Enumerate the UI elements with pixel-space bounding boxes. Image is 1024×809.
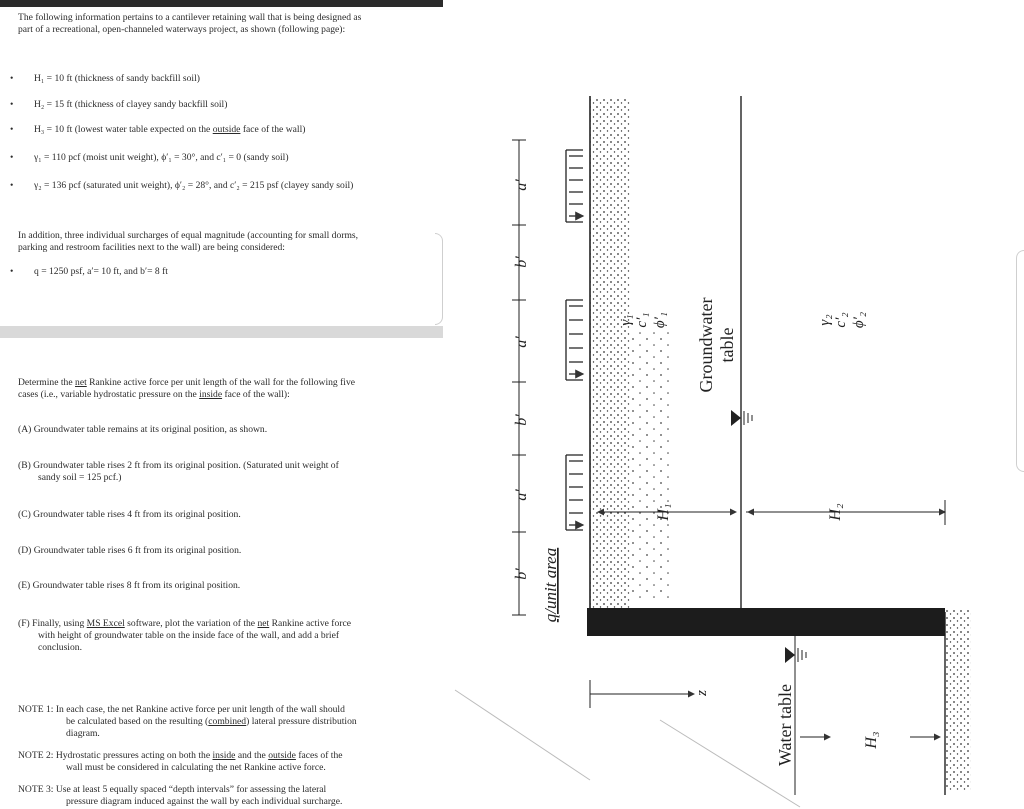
dim-a-prime-top: a′	[513, 179, 530, 191]
gamma-1-label: γ₁	[618, 314, 634, 326]
fold-line	[455, 690, 590, 780]
groundwater-label-1: Groundwater	[696, 297, 716, 393]
water-table-label: Water table	[775, 683, 795, 767]
dim-a-prime-3: a′	[513, 489, 530, 501]
param-h2: • H₂ = 15 ft (thickness of clayey sandy backfill soil)	[10, 99, 228, 110]
case-f-line-1: (F) Finally, using MS Excel software, plot the variation of the net Rankine active force	[18, 618, 351, 629]
figure-svg	[440, 0, 1024, 809]
surcharge-line-1: In addition, three individual surcharges of equal magnitude (accounting for small dorms,	[18, 230, 359, 241]
case-f-line-3: conclusion.	[38, 642, 82, 653]
c1-label: c′₁	[634, 312, 650, 328]
intro-line-2: part of a recreational, open-channeled waterways project, as shown (following page):	[18, 24, 346, 35]
c2-label: c′₂	[833, 312, 849, 328]
note-1-line-1: NOTE 1: In each case, the net Rankine active force per unit length of the wall should	[18, 704, 345, 715]
task-line-2: cases (i.e., variable hydrostatic pressure on the inside face of the wall):	[18, 389, 290, 400]
h3-label: H₃	[863, 731, 880, 749]
phi-1-label: ϕ′₁	[652, 311, 668, 329]
dim-b-prime-2: b′	[513, 256, 530, 268]
sandy-soil-dense	[590, 98, 630, 608]
problem-statement	[0, 0, 443, 809]
note-3-line-1: NOTE 3: Use at least 5 equally spaced “depth intervals” for assessing the lateral	[18, 784, 327, 795]
param-h3: • H₃ = 10 ft (lowest water table expected on the outside face of the wall)	[10, 124, 306, 135]
dim-b-prime-1: b′	[513, 568, 530, 580]
case-b-line-1: (B) Groundwater table rises 2 ft from its original position. (Saturated unit weight of	[18, 460, 339, 471]
z-label: z	[694, 690, 710, 696]
param-h1: • H₁ = 10 ft (thickness of sandy backfill soil)	[10, 73, 200, 84]
surcharge-line-2: parking and restroom facilities next to the wall) are being considered:	[18, 242, 285, 253]
param-soil-1: • γ₁ = 110 pcf (moist unit weight), ϕ′₁ = 30°, and c′₁ = 0 (sandy soil)	[10, 152, 289, 163]
case-f-line-2: with height of groundwater table on the inside face of the wall, and add a brief	[38, 630, 340, 641]
dim-b-prime-3: b′	[513, 414, 530, 426]
q-unit-area-label: q/unit area	[541, 547, 560, 623]
note-3-line-2: pressure diagram induced against the wall by each individual surcharge.	[66, 796, 343, 807]
case-e: (E) Groundwater table rises 8 ft from its original position.	[18, 580, 241, 591]
dim-a-prime-2: a′	[513, 336, 530, 348]
h2-label: H₂	[827, 503, 844, 521]
surcharge-values: • q = 1250 psf, a′= 10 ft, and b′= 8 ft	[10, 266, 168, 277]
front-soil	[945, 610, 971, 790]
surcharge-3	[566, 455, 583, 530]
note-2-line-2: wall must be considered in calculating the net Rankine active force.	[66, 762, 326, 773]
sandy-soil-sparse	[630, 330, 670, 600]
note-1-line-2: be calculated based on the resulting (combined) lateral pressure distribution	[66, 716, 357, 727]
case-c: (C) Groundwater table rises 4 ft from its original position.	[18, 509, 241, 520]
groundwater-label-2: table	[717, 327, 737, 363]
surcharge-1	[566, 150, 583, 222]
note-2-line-1: NOTE 2: Hydrostatic pressures acting on both the inside and the outside faces of the	[18, 750, 343, 761]
param-soil-2: • γ₂ = 136 pcf (saturated unit weight), ϕ′₂ = 28°, and c′₂ = 215 psf (clayey sandy soil)	[10, 180, 354, 191]
case-b-line-2: sandy soil = 125 pcf.)	[38, 472, 122, 483]
surcharge-2	[566, 300, 583, 380]
task-line-1: Determine the net Rankine active force per unit length of the wall for the following five	[18, 377, 356, 388]
phi-2-label: ϕ′₂	[851, 311, 867, 329]
note-1-line-3: diagram.	[66, 728, 100, 739]
h1-label: H₁	[655, 503, 672, 521]
retaining-wall-stem	[587, 608, 945, 636]
retaining-wall-figure	[440, 0, 1024, 809]
case-d: (D) Groundwater table rises 6 ft from its original position.	[18, 545, 242, 556]
case-a: (A) Groundwater table remains at its original position, as shown.	[18, 424, 268, 435]
intro-line-1: The following information pertains to a cantilever retaining wall that is being designed as	[18, 12, 362, 23]
gamma-2-label: γ₂	[817, 314, 833, 326]
